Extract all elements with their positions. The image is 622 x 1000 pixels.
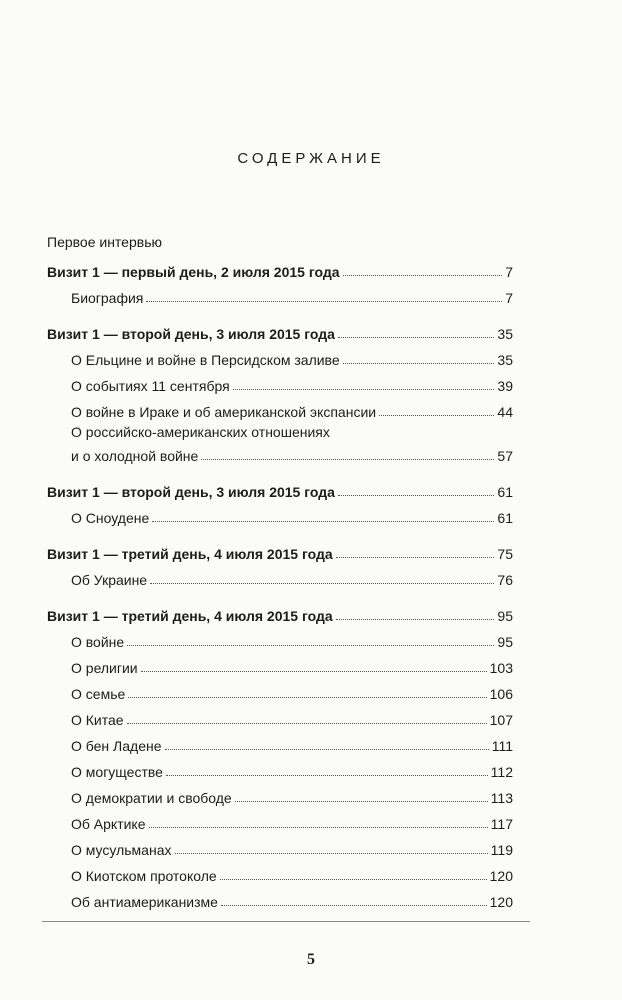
- dot-leader: [233, 389, 495, 390]
- footer-divider: [42, 921, 530, 922]
- toc-entry[interactable]: [47, 368, 513, 394]
- dot-leader: [150, 583, 494, 584]
- dot-leader: [165, 749, 489, 750]
- toc-entry-text: О Ельцине и войне в Персидском заливе: [71, 352, 340, 368]
- toc-entry[interactable]: [47, 702, 513, 728]
- toc-entry-text: и о холодной войне: [71, 448, 199, 464]
- toc-page-number: 120: [489, 868, 513, 884]
- toc-page-number: 75: [497, 546, 513, 562]
- toc-page-number: 7: [505, 290, 513, 306]
- toc-entry-text: О Киотском протоколе: [71, 868, 217, 884]
- toc-entry-text: О мусульманах: [71, 842, 172, 858]
- toc-entry[interactable]: [47, 342, 513, 368]
- toc-entry-text: О Сноудене: [71, 510, 150, 526]
- toc-section: [47, 474, 513, 526]
- toc-page-number: 35: [497, 352, 513, 368]
- dot-leader: [152, 521, 494, 522]
- toc-entry-text: О событиях 11 сентября: [71, 378, 230, 394]
- toc-entry[interactable]: [47, 754, 513, 780]
- toc-entry-text: Об Арктике: [71, 816, 146, 832]
- toc-page-number: 111: [491, 738, 513, 754]
- dot-leader: [128, 697, 486, 698]
- toc-entry[interactable]: [47, 394, 513, 420]
- toc-entry-text: О могуществе: [71, 764, 163, 780]
- toc-page-number: 44: [497, 404, 513, 420]
- toc-page-number: 57: [497, 448, 513, 464]
- toc-section-heading[interactable]: [47, 316, 513, 342]
- toc-entry-text: Биография: [71, 290, 144, 306]
- dot-leader: [220, 879, 487, 880]
- toc-entry-text: О бен Ладене: [71, 738, 162, 754]
- toc-page-number: 61: [497, 510, 513, 526]
- dot-leader: [343, 275, 503, 276]
- toc-page-number: 107: [489, 712, 513, 728]
- dot-leader: [146, 301, 502, 302]
- dot-leader: [221, 905, 487, 906]
- dot-leader: [141, 671, 487, 672]
- toc-entry-text: Об Украине: [71, 572, 148, 588]
- toc-entry-text: О религии: [71, 660, 138, 676]
- dot-leader: [336, 557, 495, 558]
- dot-leader: [175, 853, 488, 854]
- toc-page-number: 35: [497, 326, 513, 342]
- toc-entry[interactable]: [47, 728, 513, 754]
- dot-leader: [127, 723, 487, 724]
- toc-entry-text: О Китае: [71, 712, 124, 728]
- toc-section-heading[interactable]: [47, 598, 513, 624]
- toc-entry-text: О демократии и свободе: [71, 790, 232, 806]
- page-title: СОДЕРЖАНИЕ: [237, 150, 385, 167]
- toc-heading-text: Визит 1 — второй день, 3 июля 2015 года: [47, 484, 335, 500]
- toc-entry-text: О войне в Ираке и об американской экспансии: [71, 404, 377, 420]
- dot-leader: [379, 415, 494, 416]
- toc-entry[interactable]: [47, 832, 513, 858]
- toc-entry[interactable]: [47, 650, 513, 676]
- toc-page-number: 120: [489, 894, 513, 910]
- dot-leader: [149, 827, 488, 828]
- dot-leader: [338, 337, 495, 338]
- dot-leader: [235, 801, 488, 802]
- toc-section: [47, 598, 513, 910]
- toc-entry[interactable]: [47, 806, 513, 832]
- toc-entry[interactable]: [47, 858, 513, 884]
- toc-page-number: 113: [490, 790, 513, 806]
- toc-heading-text: Визит 1 — третий день, 4 июля 2015 года: [47, 546, 333, 562]
- toc-entry[interactable]: [47, 500, 513, 526]
- dot-leader: [166, 775, 488, 776]
- toc-entry: [71, 440, 513, 464]
- dot-leader: [127, 645, 494, 646]
- toc-page-number: 7: [505, 264, 513, 280]
- toc-entry[interactable]: [47, 884, 513, 910]
- page-number: 5: [307, 951, 315, 968]
- toc-heading-text: Визит 1 — первый день, 2 июля 2015 года: [47, 264, 340, 280]
- preface-label: Первое интервью: [47, 234, 162, 250]
- toc-section: [47, 254, 513, 306]
- dot-leader: [336, 619, 495, 620]
- toc-section-heading[interactable]: [47, 474, 513, 500]
- toc-entry-text: О семье: [71, 686, 126, 702]
- toc-page-number: 103: [489, 660, 513, 676]
- toc-entry-text: О войне: [71, 634, 125, 650]
- dot-leader: [343, 363, 495, 364]
- toc-page-number: 76: [497, 572, 513, 588]
- toc-section-heading[interactable]: [47, 536, 513, 562]
- toc-entry[interactable]: [47, 280, 513, 306]
- toc-page-number: 117: [490, 816, 513, 832]
- toc-page-number: 106: [489, 686, 513, 702]
- toc-page-number: 95: [497, 608, 513, 624]
- dot-leader: [338, 495, 495, 496]
- toc-entry[interactable]: [47, 676, 513, 702]
- toc-heading-text: Визит 1 — третий день, 4 июля 2015 года: [47, 608, 333, 624]
- dot-leader: [201, 459, 494, 460]
- toc-section-heading[interactable]: [47, 254, 513, 280]
- toc-entry-text: Об антиамериканизме: [71, 894, 218, 910]
- toc-entry-text-line1: О российско-американских отношениях: [71, 424, 330, 440]
- toc-page-number: 112: [490, 764, 513, 780]
- toc-section: [47, 536, 513, 588]
- toc-page-number: 39: [497, 378, 513, 394]
- toc-heading-text: Визит 1 — второй день, 3 июля 2015 года: [47, 326, 335, 342]
- toc-section: [47, 316, 513, 464]
- table-of-contents: [47, 231, 513, 920]
- toc-entry[interactable]: [47, 562, 513, 588]
- toc-entry[interactable]: [47, 780, 513, 806]
- toc-entry[interactable]: [47, 624, 513, 650]
- toc-entry-multiline[interactable]: [47, 420, 513, 464]
- toc-page-number: 95: [497, 634, 513, 650]
- toc-page-number: 119: [490, 842, 513, 858]
- toc-page-number: 61: [497, 484, 513, 500]
